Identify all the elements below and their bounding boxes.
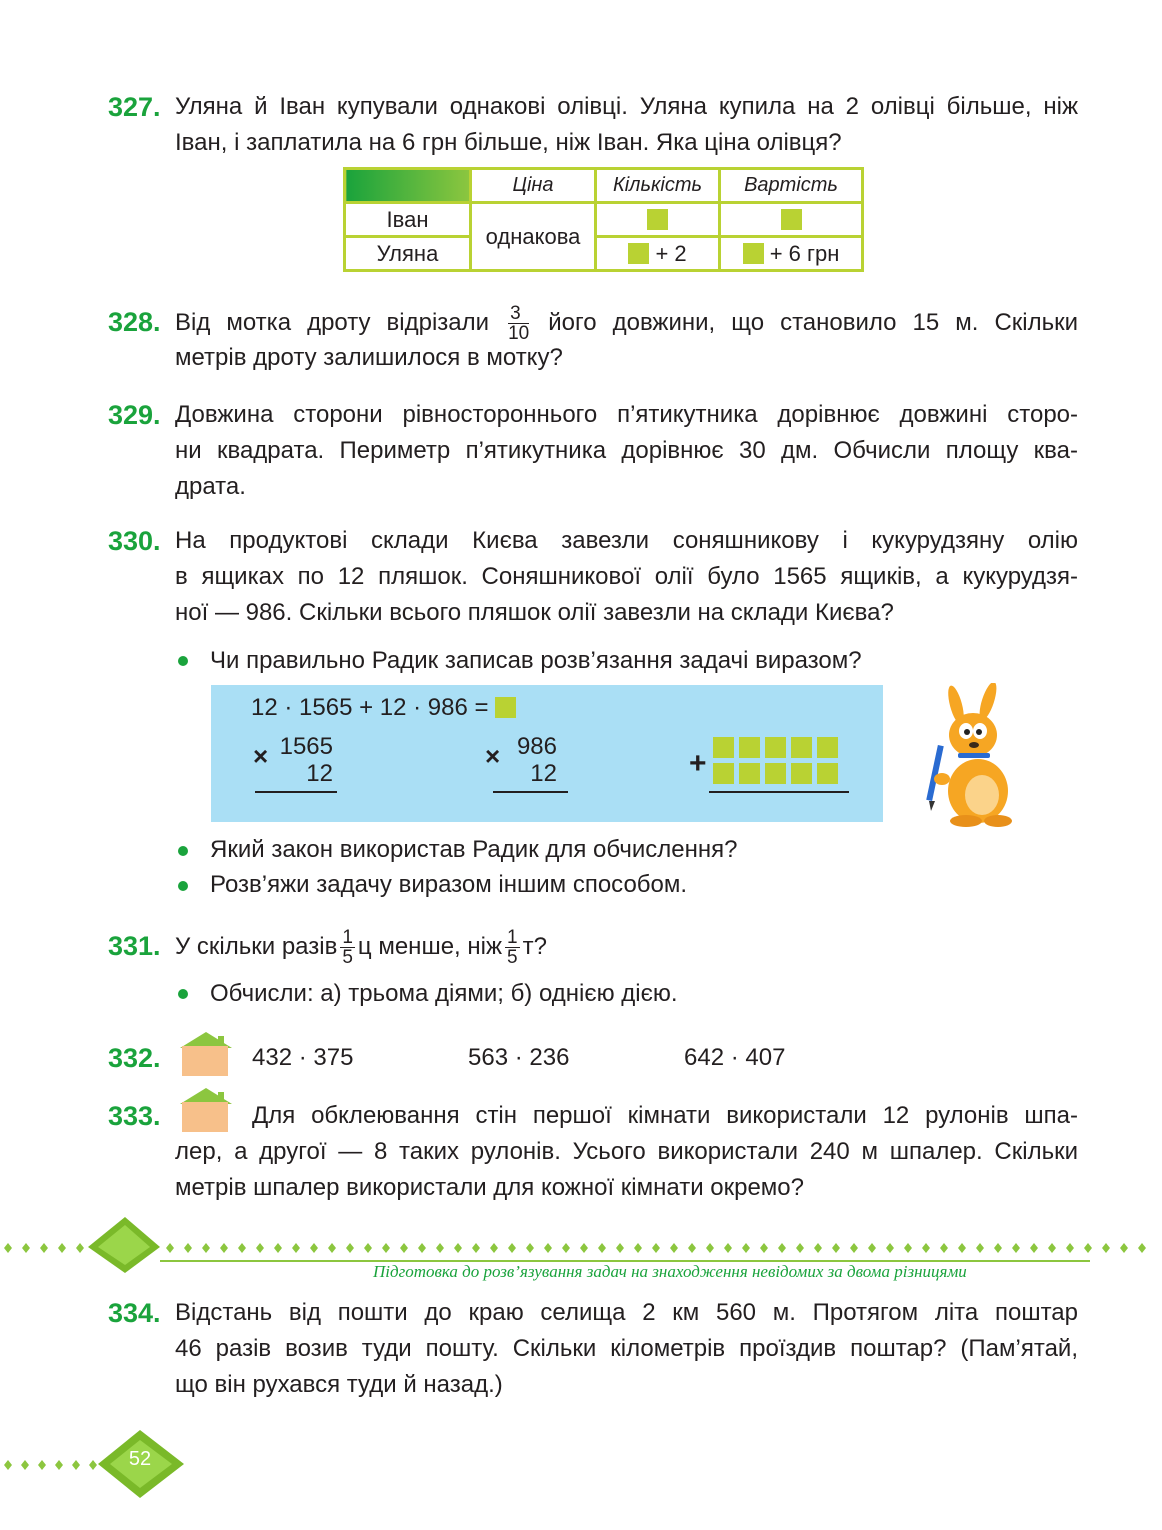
qty-ulyana-cell (596, 237, 720, 271)
star-ornament (4, 1460, 12, 1470)
text-part: його довжини, що становило 15 м. Скільки (548, 308, 1079, 336)
star-ornament (634, 1243, 642, 1253)
multiplier: 12 (530, 760, 557, 787)
text-line (175, 303, 1079, 344)
star-ornament (778, 1243, 786, 1253)
digit-square (765, 763, 786, 784)
star-ornament (418, 1243, 426, 1253)
homework-house-icon (176, 1088, 236, 1132)
text-line: драта. (175, 473, 246, 500)
bullet-text: Який закон використав Радик для обчислення? (210, 836, 738, 863)
text-line: Довжина сторони рівностороннього п’ятикутника дорівнює довжині сторо- (175, 401, 1078, 428)
cost-ulyana-cell (720, 237, 863, 271)
star-ornament (436, 1243, 444, 1253)
star-ornament (994, 1243, 1002, 1253)
star-ornament (382, 1243, 390, 1253)
row-label-ivan: Іван (345, 203, 471, 237)
text-part: т? (522, 932, 547, 960)
star-ornament (1048, 1243, 1056, 1253)
expression-1: 432 · 375 (252, 1044, 354, 1071)
header-cost: Вартість (720, 169, 863, 203)
multiplication-1 (273, 733, 333, 787)
star-ornament (562, 1243, 570, 1253)
star-ornament (1012, 1243, 1020, 1253)
star-ornament (688, 1243, 696, 1253)
problem-333-line1 (252, 1098, 1078, 1134)
solution-expression (251, 693, 516, 723)
star-ornament (1084, 1243, 1092, 1253)
bullet-text: Розв’яжи задачу виразом іншим способом. (210, 871, 688, 898)
star-ornament (256, 1243, 264, 1253)
unknown-square (781, 209, 802, 230)
text-line: Іван, і заплатила на 6 грн більше, ніж Іван. Яка ціна олівця? (175, 129, 842, 156)
star-ornament (526, 1243, 534, 1253)
fraction-numerator: 3 (508, 304, 529, 324)
cost-ivan-cell (720, 203, 863, 237)
star-ornament (346, 1243, 354, 1253)
cost-extra: + 6 грн (769, 240, 840, 266)
problem-number-332: 332. (108, 1043, 161, 1073)
plus-sign: + (689, 747, 707, 780)
bullet-text: Обчисли: а) трьома діями; б) однією дією. (210, 980, 678, 1007)
unknown-square (495, 697, 516, 718)
digit-square (791, 763, 812, 784)
unknown-square (743, 243, 764, 264)
star-ornament (706, 1243, 714, 1253)
star-ornament (580, 1243, 588, 1253)
text-line: Для обклеювання стін першої кімнати використали 12 рулонів шпа- (252, 1102, 1078, 1129)
star-ornament (400, 1243, 408, 1253)
text-line: метрів дроту залишилося в мотку? (175, 344, 563, 371)
multiplicand: 986 (516, 733, 557, 760)
multiplicand: 1565 (279, 733, 333, 760)
expression-2: 563 · 236 (468, 1044, 570, 1071)
star-ornament (958, 1243, 966, 1253)
star-ornament (21, 1460, 29, 1470)
qty-extra: + 2 (655, 240, 687, 266)
bullet-dot (178, 881, 188, 891)
underline (493, 791, 568, 793)
text-line: ни квадрата. Периметр п’ятикутника дорівнює 30 дм. Обчисли площу ква- (175, 437, 1078, 464)
star-ornament (310, 1243, 318, 1253)
times-sign: × (253, 741, 269, 771)
fraction-denominator: 5 (342, 947, 353, 968)
fraction-denominator: 5 (507, 947, 518, 968)
digit-square (739, 737, 760, 758)
star-ornament (1066, 1243, 1074, 1253)
problem-text-331 (175, 928, 547, 967)
problem-text-334 (175, 1295, 1078, 1403)
star-ornament (814, 1243, 822, 1253)
star-ornament (364, 1243, 372, 1253)
star-ornament (472, 1243, 480, 1253)
digit-square (713, 737, 734, 758)
star-ornament (220, 1243, 228, 1253)
star-ornament (490, 1243, 498, 1253)
unknown-square (628, 243, 649, 264)
star-ornament (742, 1243, 750, 1253)
star-ornament (72, 1460, 80, 1470)
star-ornament (89, 1460, 97, 1470)
star-ornament (166, 1243, 174, 1253)
text-part: ц менше, ніж (357, 932, 503, 960)
fraction (508, 304, 529, 343)
problem-number-328: 328. (108, 307, 161, 337)
table-corner-cell (345, 169, 471, 203)
text-line: в ящиках по 12 пляшок. Соняшникової олії було 1565 ящиків, а кукурудзя- (175, 563, 1078, 590)
digit-square (765, 737, 786, 758)
bullet-dot (178, 989, 188, 999)
text-part: Від мотка дроту відрізали (175, 308, 490, 336)
star-ornament (40, 1243, 48, 1253)
expression-text: 12 · 1565 + 12 · 986 = (251, 694, 489, 721)
problem-text-328 (175, 304, 1078, 376)
star-ornament (274, 1243, 282, 1253)
star-ornament (796, 1243, 804, 1253)
fraction (340, 928, 355, 967)
fraction-numerator: 1 (342, 927, 353, 948)
star-ornament (886, 1243, 894, 1253)
text-line: лер, а другої — 8 таких рулонів. Усього використали 240 м шпалер. Скільки (175, 1138, 1078, 1165)
expression-3: 642 · 407 (684, 1044, 786, 1071)
star-ornament (76, 1243, 84, 1253)
fraction-numerator: 1 (507, 927, 518, 948)
text-line: Уляна й Іван купували однакові олівці. Уляна купила на 2 олівці більше, ніж (175, 93, 1078, 120)
problem-number-329: 329. (108, 400, 161, 430)
problem-number-334: 334. (108, 1298, 161, 1328)
solution-box (211, 685, 883, 822)
text-line: На продуктові склади Києва завезли соняшникову і кукурудзяну олію (175, 527, 1078, 554)
unknown-square (647, 209, 668, 230)
star-ornament (238, 1243, 246, 1253)
star-ornament (760, 1243, 768, 1253)
multiplication-2 (507, 733, 557, 787)
bullet-text: Чи правильно Радик записав розв’язання задачі виразом? (210, 647, 862, 674)
text-line: ної — 986. Скільки всього пляшок олії завезли на склади Києва? (175, 599, 894, 626)
problem-number-330: 330. (108, 526, 161, 556)
star-ornament (58, 1243, 66, 1253)
problem-number-331: 331. (108, 931, 161, 961)
price-table (343, 167, 864, 272)
problem-number-333: 333. (108, 1101, 161, 1131)
digit-square (817, 763, 838, 784)
star-ornament (868, 1243, 876, 1253)
digit-square (739, 763, 760, 784)
star-ornament (850, 1243, 858, 1253)
page-number-ornament (0, 1428, 200, 1503)
page-number: 52 (128, 1448, 152, 1470)
text-part: У скільки разів (175, 932, 338, 960)
star-ornament (4, 1243, 12, 1253)
star-ornament (544, 1243, 552, 1253)
price-cell: однакова (471, 203, 596, 271)
star-ornament (292, 1243, 300, 1253)
underline (255, 791, 337, 793)
digit-square (713, 763, 734, 784)
problem-text-333 (175, 1134, 1078, 1206)
star-ornament (55, 1460, 63, 1470)
star-ornament (922, 1243, 930, 1253)
star-ornament (976, 1243, 984, 1253)
star-ornament (202, 1243, 210, 1253)
star-ornament (652, 1243, 660, 1253)
star-ornament (904, 1243, 912, 1253)
times-sign: × (485, 741, 501, 771)
star-ornament (454, 1243, 462, 1253)
star-ornament (328, 1243, 336, 1253)
star-ornament (184, 1243, 192, 1253)
star-ornament (22, 1243, 30, 1253)
kangaroo-mascot-icon (918, 683, 1018, 828)
star-ornament (670, 1243, 678, 1253)
problem-text-327 (175, 89, 1078, 161)
fraction (505, 928, 520, 967)
problem-number-327: 327. (108, 92, 161, 122)
text-line: метрів шпалер використали для кожної кімнати окремо? (175, 1174, 805, 1201)
header-price: Ціна (471, 169, 596, 203)
text-line: 46 разів возив туди пошту. Скільки кілометрів проїздив поштар? (Пам’ятай, (175, 1335, 1078, 1362)
digit-squares (713, 737, 853, 784)
star-ornament (724, 1243, 732, 1253)
row-label-ulyana: Уляна (345, 237, 471, 271)
star-ornament (1030, 1243, 1038, 1253)
bullet-dot (178, 846, 188, 856)
section-title: Підготовка до розв’язування задач на знаходження невідомих за двома різницями (373, 1262, 967, 1281)
text-line: що він рухався туди й назад.) (175, 1371, 503, 1398)
underline (709, 791, 849, 793)
qty-ivan-cell (596, 203, 720, 237)
text-line: Відстань від пошти до краю селища 2 км 560 м. Протягом літа поштар (175, 1299, 1078, 1326)
star-ornament (1120, 1243, 1128, 1253)
star-ornament (1102, 1243, 1110, 1253)
digit-square (817, 737, 838, 758)
star-ornament (1138, 1243, 1146, 1253)
multiplier: 12 (306, 760, 333, 787)
star-ornament (598, 1243, 606, 1253)
star-ornament (616, 1243, 624, 1253)
homework-house-icon (176, 1032, 236, 1076)
star-ornament (940, 1243, 948, 1253)
star-ornament (832, 1243, 840, 1253)
star-ornament (38, 1460, 46, 1470)
digit-square (791, 737, 812, 758)
star-ornament (508, 1243, 516, 1253)
bullet-dot (178, 656, 188, 666)
fraction-denominator: 10 (508, 323, 530, 344)
problem-text-330 (175, 523, 1078, 631)
problem-text-329 (175, 397, 1078, 505)
header-quantity: Кількість (596, 169, 720, 203)
